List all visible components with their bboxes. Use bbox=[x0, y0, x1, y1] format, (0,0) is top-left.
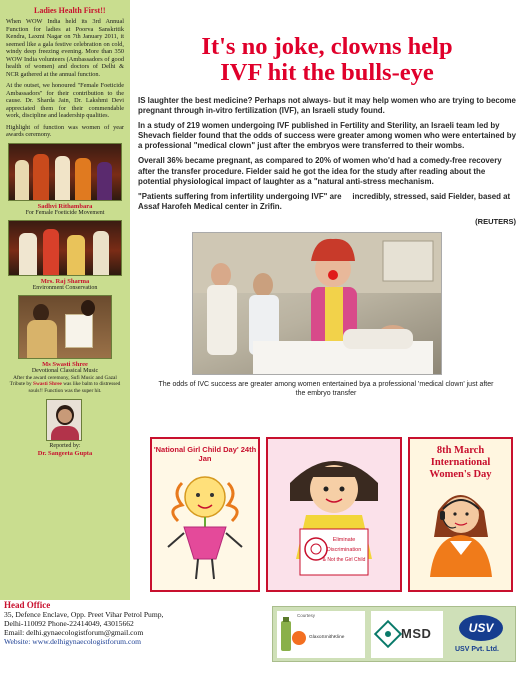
article-headline bbox=[138, 34, 516, 86]
headline-line-1: It's no joke, clowns help bbox=[201, 33, 453, 60]
msd-label: MSD bbox=[401, 626, 432, 641]
swasti-note-name: Swasti Shree bbox=[33, 381, 62, 387]
sidebar-title: Ladies Health First!! bbox=[34, 6, 106, 15]
awardee-field-3: Devotional Classical Music bbox=[31, 367, 99, 374]
womens-day-line-3: Women's Day bbox=[429, 469, 492, 480]
gsk-sponsor bbox=[277, 611, 365, 658]
award-photo-raj-sharma bbox=[8, 220, 122, 276]
article-paragraph-1: IS laughter the best medicine? Perhaps not always- but it may help women who are trying to become pregnant through in-vitro fertilization (IVF), an Israeli study found. bbox=[138, 96, 516, 116]
reported-label: Reported by: bbox=[49, 443, 81, 449]
womens-day-title bbox=[410, 445, 511, 481]
woman-headset-illustration bbox=[410, 481, 511, 577]
womens-day-panel bbox=[408, 437, 513, 592]
girl-child-day-panel bbox=[150, 437, 260, 592]
eliminate-discrimination-panel bbox=[266, 437, 402, 592]
poster-text-3: & Not the Girl Child bbox=[322, 557, 366, 563]
girl-drawing-illustration bbox=[152, 463, 258, 589]
awardee-name-1: Sadhvi Rithambara bbox=[37, 202, 93, 210]
website-link[interactable]: Website: www.delhigynaecologistforum.com bbox=[4, 637, 142, 646]
sidebar-intro: When WOW India held its 3rd Annual Function for ladies at Poorva Sanskritik Kendra, Laxmi Nagar on 7th January 2011, it seemed like a gala festive celebration on cold, windy deep freezing evening. More than 350 WOW India volunteers (Ambassadors of good health of women) and doctors of Delhi & NCR gathered at the annual function. bbox=[6, 18, 124, 78]
awardee-field-2: Environment Conservation bbox=[32, 284, 98, 291]
poster-text-1: Eliminate bbox=[332, 537, 356, 543]
headline-line-2: IVF hit the bulls-eye bbox=[220, 59, 434, 86]
email-link[interactable]: Email: delhi.gynaecologistforum@gmail.com bbox=[4, 628, 144, 637]
head-office-title: Head Office bbox=[4, 600, 51, 610]
swasti-note-a: After the award ceremony, Sufi Music and Gazal Tribute by bbox=[9, 374, 117, 387]
awardee-field-1: For Female Foeticide Movement bbox=[25, 209, 105, 216]
award-photo-rithambara bbox=[8, 143, 122, 201]
award-photo-swasti-shree bbox=[18, 295, 112, 359]
womens-day-line-2: International bbox=[430, 457, 491, 468]
article bbox=[138, 0, 516, 398]
awardee-name-2: Mrs. Raj Sharma bbox=[40, 277, 90, 285]
swasti-note-b: was like balm to distressed souls!! Function was the super hit. bbox=[28, 381, 121, 394]
usv-label: USV Pvt. Ltd. bbox=[455, 646, 499, 653]
clown-scene-illustration bbox=[193, 233, 442, 375]
courtesy-label: Courtesy bbox=[297, 613, 316, 618]
sidebar-highlight: Highlight of function was women of year awards ceremony. bbox=[6, 123, 124, 138]
head-office bbox=[4, 600, 269, 646]
clown-hospital-photo bbox=[192, 232, 442, 375]
msd-sponsor bbox=[371, 611, 443, 658]
article-paragraph-3: Overall 36% became pregnant, as compared to 20% of women who'd had a comedy-free recovery after the transfer procedure. Fielder said he got the idea for the study after reading about the potential physiological impact of laughter as a "natural anti-stress mechanism. bbox=[138, 156, 502, 186]
sidebar bbox=[0, 0, 130, 600]
reporter-photo bbox=[46, 399, 82, 441]
sidebar-honour: At the outset, we honoured "Female Foeticide Ambassadors" for their contribution to the cause. Dr. Sharda Jain, Dr. Lakshmi Devi appreciated them for their commendable work, discipline and leadership qualities. bbox=[6, 82, 124, 119]
photo-caption: The odds of IVC success are greater among women entertained bya a professional 'medical clown' just after the embryo transfer bbox=[158, 380, 494, 397]
address-line-1: 35, Defence Enclave, Opp. Preet Vihar Petrol Pump, bbox=[4, 610, 164, 619]
address-line-2: Delhi-110092 Phone-22414049, 43015662 bbox=[4, 619, 134, 628]
usv-logo-icon: USV bbox=[459, 615, 503, 641]
usv-sponsor bbox=[449, 611, 513, 658]
swasti-note bbox=[6, 375, 124, 395]
poster-text-2: Discrimination bbox=[326, 547, 362, 553]
article-paragraph-4: "Patients suffering from infertility undergoing IVF" are incredibly, stressed, said Fielder, based at Assaf Harofeh Medical center in Zrifin. bbox=[138, 191, 513, 211]
sponsor-strip bbox=[272, 606, 516, 662]
womens-day-line-1: 8th March bbox=[436, 445, 485, 456]
gsk-label: GlaxoSmithKline bbox=[309, 635, 345, 640]
girl-child-day-title: 'National Girl Child Day' 24th Jan bbox=[153, 445, 257, 463]
article-paragraph-2: In a study of 219 women undergoing IVF published in Fertility and Sterility, an Israeli team led by Shevach fielder found that the odds of success were greater among women who were entertained by a professional "medical clown" just after the embryos were transferred to their wombs. bbox=[138, 121, 516, 151]
awardee-name-3: Ms Swasti Shree bbox=[42, 360, 88, 368]
girl-child-poster-illustration bbox=[268, 439, 400, 590]
article-credit: (REUTERS) bbox=[475, 216, 516, 226]
reporter-name: Dr. Sangeeta Gupta bbox=[37, 450, 93, 457]
